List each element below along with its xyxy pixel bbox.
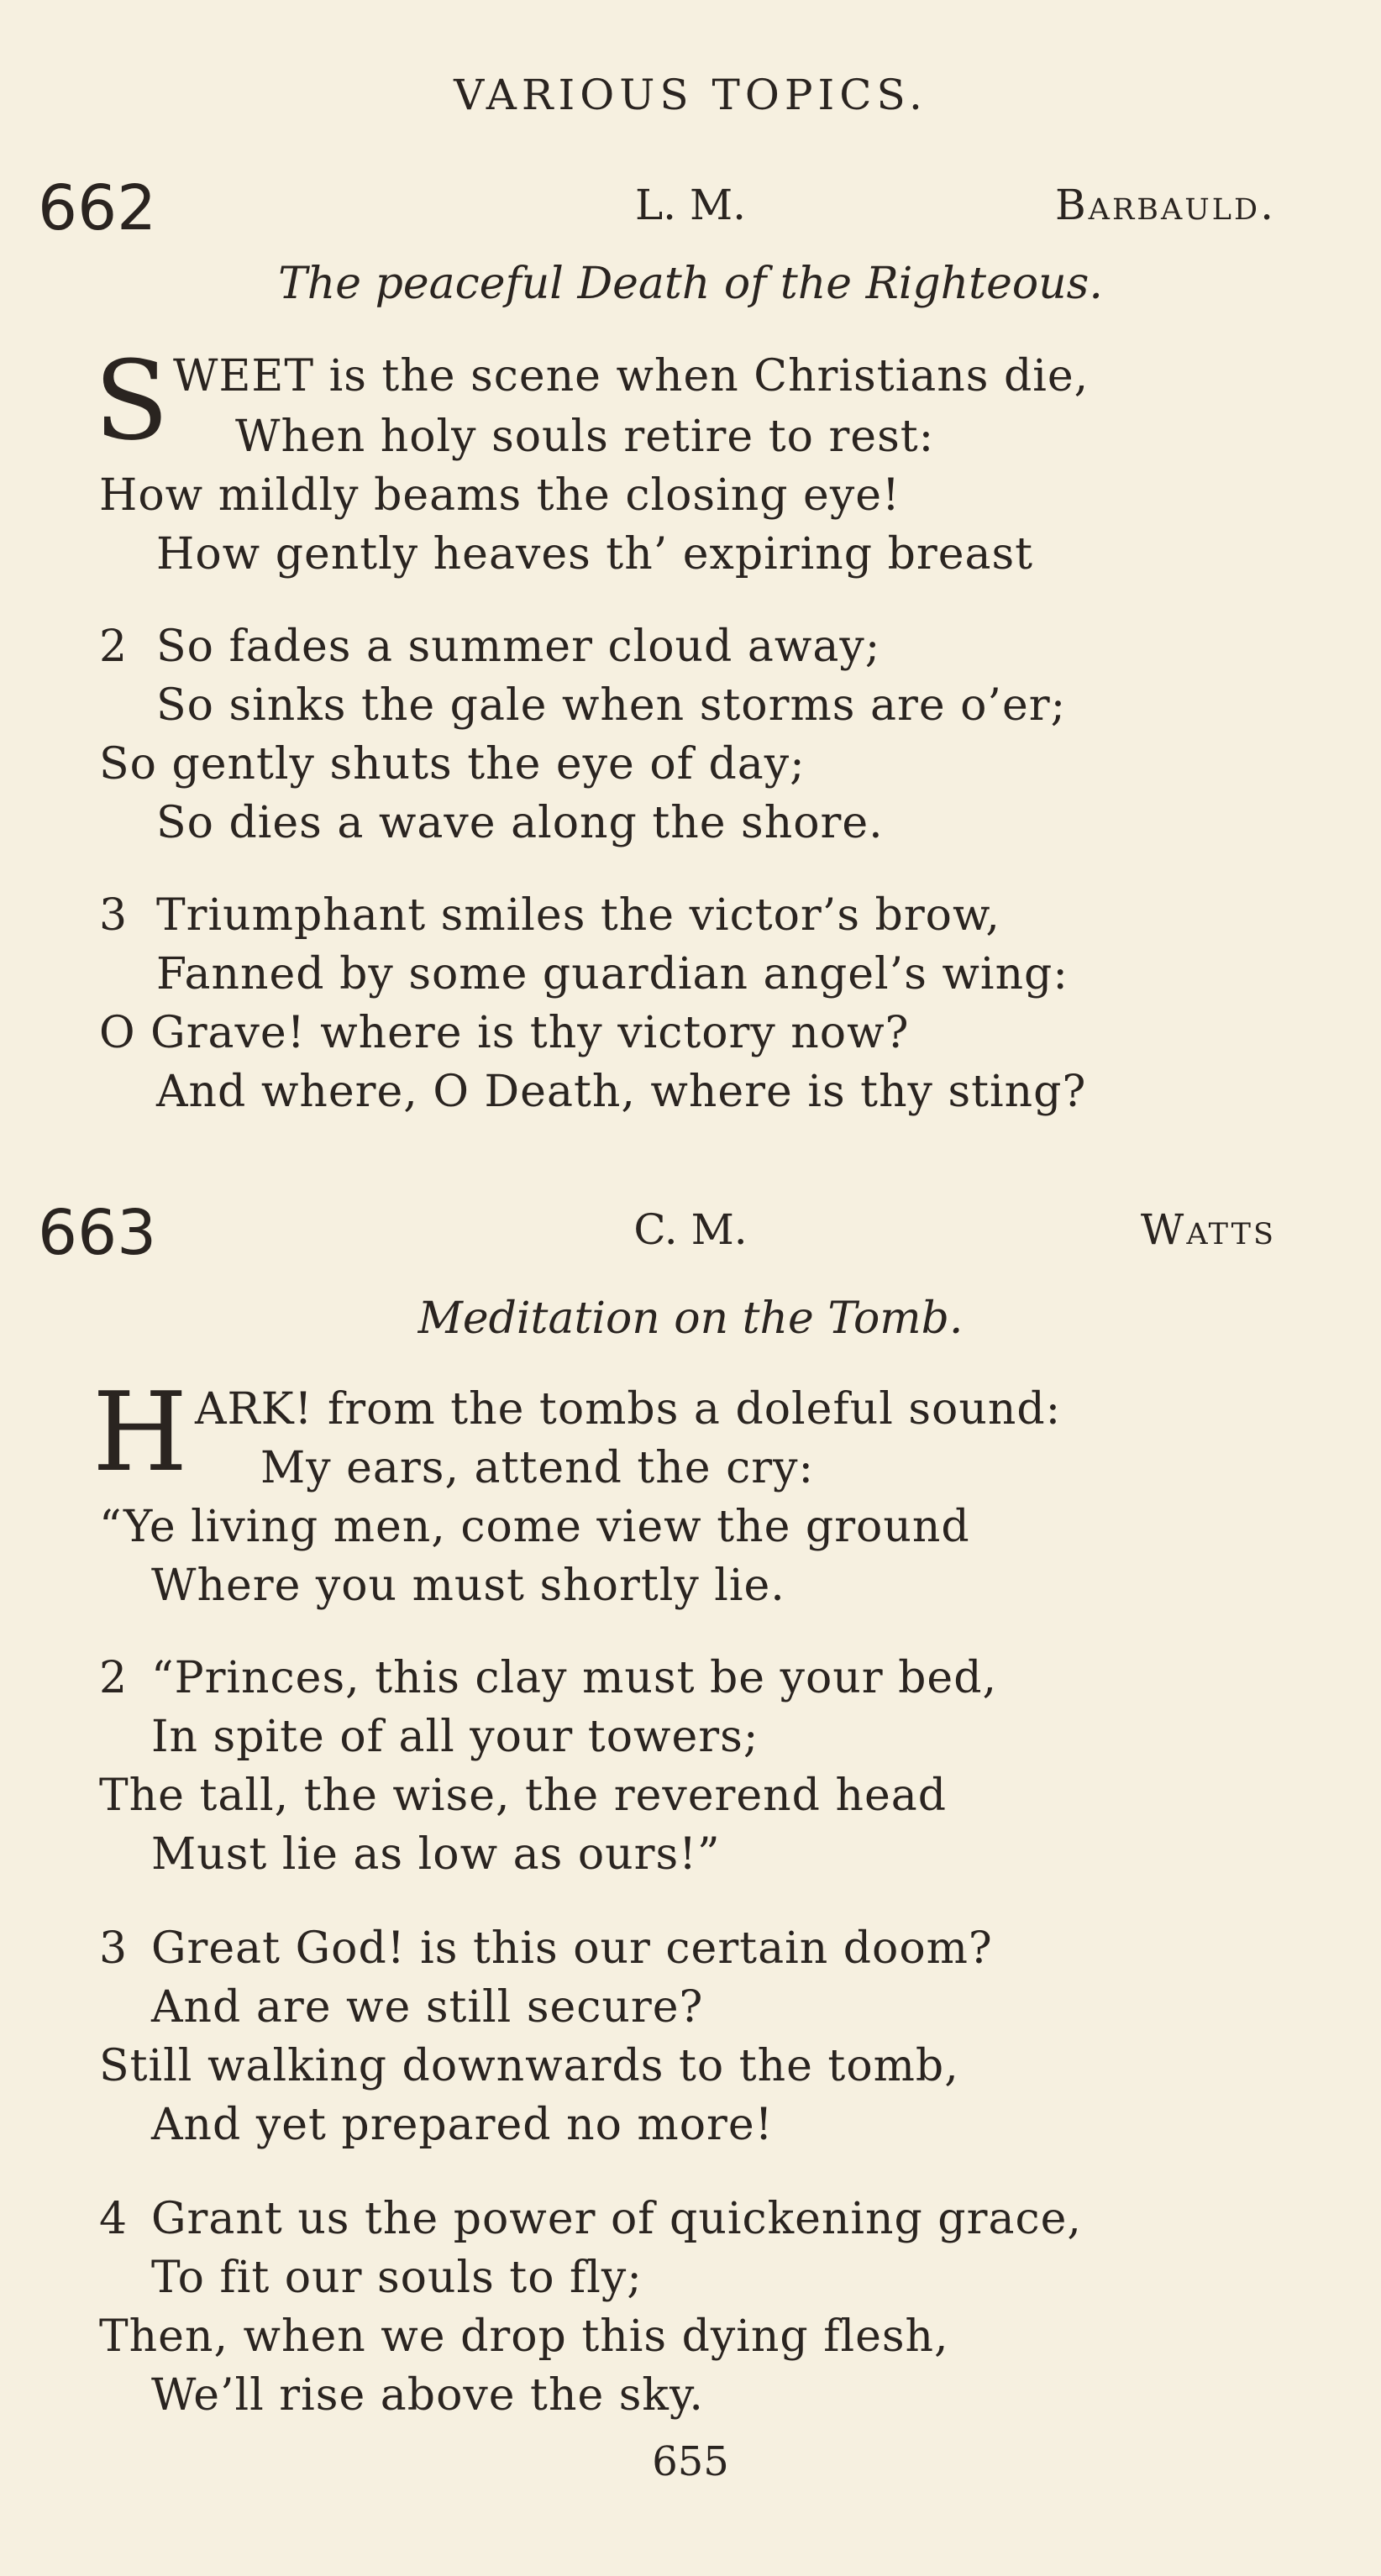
verse-line: ARK! from the tombs a doleful sound: [195, 1384, 1062, 1435]
hymn-author: Barbauld. [1054, 181, 1276, 229]
hymn-meter: L. M. [634, 181, 747, 229]
verse-line: So dies a wave along the shore. [156, 798, 884, 848]
verse-line: We’ll rise above the sky. [151, 2370, 704, 2421]
verse-line: WEET is the scene when Christians die, [173, 351, 1090, 401]
verse-line: In spite of all your towers; [151, 1712, 759, 1762]
verse-line: The tall, the wise, the reverend head [99, 1771, 948, 1821]
verse-line: “Ye living men, come view the ground [99, 1502, 970, 1552]
verse-line: So gently shuts the eye of day; [99, 739, 806, 790]
verse-line: Triumphant smiles the victor’s brow, [156, 890, 1000, 941]
verse-number: 3 [99, 890, 129, 941]
verse-line: So fades a summer cloud away; [156, 622, 881, 672]
verse-line: And where, O Death, where is thy sting? [156, 1067, 1087, 1117]
verse-line: And are we still secure? [151, 1982, 704, 2033]
hymn-number: 662 [38, 172, 157, 244]
hymn-662-heading [0, 172, 1381, 256]
verse-line: “Princes, this clay must be your bed, [151, 1653, 998, 1703]
verse-line: My ears, attend the cry: [260, 1443, 814, 1493]
verse-line: So sinks the gale when storms are o’er; [156, 680, 1067, 731]
verse-line: Fanned by some guardian angel’s wing: [156, 949, 1069, 999]
hymn-meter: C. M. [633, 1205, 748, 1254]
hymn-663-heading [0, 1197, 1381, 1281]
verse-number: 2 [99, 1653, 129, 1703]
verse-line: When holy souls retire to rest: [235, 412, 935, 462]
verse-line: To fit our souls to fly; [151, 2253, 643, 2303]
verse-line: Must lie as low as ours!” [151, 1829, 721, 1880]
verse-line: Then, when we drop this dying flesh, [99, 2311, 949, 2362]
verse-number: 3 [99, 1923, 129, 1974]
hymn-title: The peaceful Death of the Righteous. [278, 259, 1103, 309]
hymn-title: Meditation on the Tomb. [417, 1293, 964, 1344]
verse-line: Grant us the power of quickening grace, [151, 2194, 1082, 2244]
verse-line: Still walking downwards to the tomb, [99, 2041, 959, 2091]
verse-line: How mildly beams the closing eye! [99, 470, 901, 521]
verse-number: 4 [99, 2194, 129, 2244]
verse-line: And yet prepared no more! [151, 2100, 774, 2150]
verse-line: How gently heaves th’ expiring breast [156, 529, 1034, 580]
hymn-number: 663 [38, 1197, 157, 1269]
verse-number: 2 [99, 622, 129, 672]
page-number: 655 [652, 2438, 729, 2485]
page-header: VARIOUS TOPICS. [454, 71, 927, 119]
hymn-author: Watts [1140, 1205, 1276, 1254]
drop-cap: H [92, 1368, 188, 1496]
drop-cap: S [94, 337, 170, 464]
verse-line: Where you must shortly lie. [151, 1561, 785, 1611]
verse-line: Great God! is this our certain doom? [151, 1923, 993, 1974]
verse-line: O Grave! where is thy victory now? [99, 1008, 910, 1058]
